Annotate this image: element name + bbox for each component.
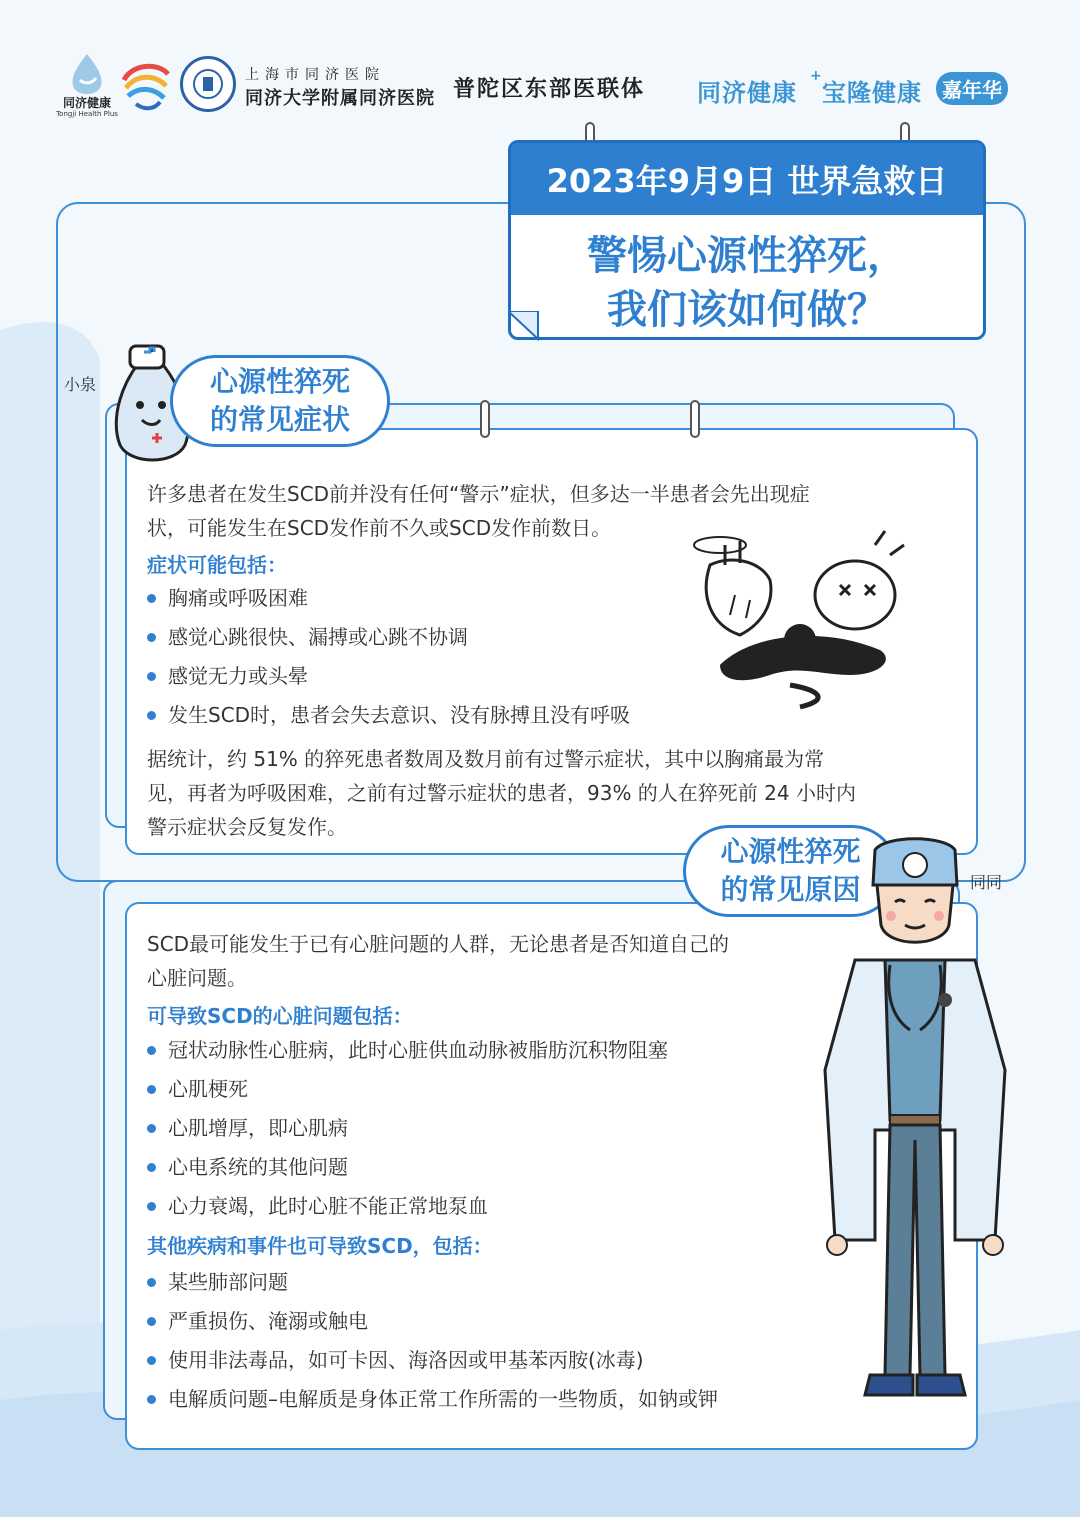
section2-subhead1: 可导致SCD的心脏问题包括： [147,1004,413,1028]
doctor-tongtong-illustration [815,830,1015,1420]
list-item-text: 电解质问题–电解质是身体正常工作所需的一些物质，如钠或钾 [168,1387,718,1411]
list-item-text: 冠状动脉性心脏病，此时心脏供血动脉被脂肪沉积物阻塞 [168,1038,668,1062]
binder-ring [690,400,700,438]
water-drop-icon [52,50,122,100]
title-card [508,140,986,340]
section1-heading-line1: 心源性猝死 [209,365,350,398]
list-item-text: 感觉心跳很快、漏搏或心跳不协调 [168,625,468,649]
section1-stats-line1: 据统计，约 51% 的猝死患者数周及数月前有过警示症状，其中以胸痛最为常 [147,747,825,771]
bullet-dot-icon [147,594,156,603]
section2-intro-line2: 心脏问题。 [147,966,247,990]
section1-intro-line1: 许多患者在发生SCD前并没有任何“警示”症状，但多达一半患者会先出现症 [147,482,810,506]
section1-stats-line2: 见，再者为呼吸困难，之前有过警示症状的患者，93% 的人在猝死前 24 小时内 [147,781,856,805]
list-item [147,1075,248,1103]
bullet-dot-icon [147,1163,156,1172]
putuo-swirl-logo [118,58,178,114]
plus-icon: + [810,68,822,84]
list-item-text: 心肌增厚，即心肌病 [168,1116,348,1140]
section2-heading-line2: 的常见原因 [720,873,861,906]
logo1-name: 同济健康 [62,96,111,110]
list-item [147,1153,348,1181]
brand-tongji-health: 同济健康 [697,79,797,107]
header [0,0,1080,135]
list-item-text: 发生SCD时，患者会失去意识、没有脉搏且没有呼吸 [168,703,631,727]
section1-intro-line2: 状，可能发生在SCD发作前不久或SCD发作前数日。 [147,516,612,540]
list-item [147,1192,488,1220]
list-item [147,1385,718,1413]
section1-bubble [170,355,390,447]
list-item-text: 心电系统的其他问题 [168,1155,348,1179]
bullet-dot-icon [147,1202,156,1211]
list-item-text: 心肌梗死 [168,1077,248,1101]
tongji-health-logo [52,50,122,120]
section2-heading-line1: 心源性猝死 [720,835,861,868]
binder-ring [480,400,490,438]
section1-heading-line2: 的常见症状 [209,403,350,436]
bullet-dot-icon [147,1124,156,1133]
page-fold-icon [508,311,542,341]
bullet-dot-icon [147,1356,156,1365]
list-item [147,1346,644,1374]
list-item-text: 严重损伤、淹溺或触电 [168,1309,368,1333]
hospital-line2: 同济大学附属同济医院 [245,88,435,109]
list-item [147,1307,368,1335]
bullet-dot-icon [147,1395,156,1404]
list-item-text: 感觉无力或头晕 [168,664,308,688]
section1-subhead: 症状可能包括： [147,553,287,577]
page-title-line2: 我们该如何做？ [607,287,887,333]
list-item [147,1114,348,1142]
list-item-text: 使用非法毒品，如可卡因、海洛因或甲基苯丙胺(冰毒) [168,1348,644,1372]
character-name-tongtong: 同同 [970,873,1003,892]
collapsed-patient-illustration [680,525,930,710]
list-item [147,1036,668,1064]
section1-stats-line3: 警示症状会反复发作。 [147,815,347,839]
section2-subhead2: 其他疾病和事件也可导致SCD，包括： [147,1234,493,1258]
list-item [147,701,630,729]
bullet-dot-icon [147,633,156,642]
brand-carnival-tag: 嘉年华 [936,72,1008,105]
bullet-dot-icon [147,1278,156,1287]
logo1-subtitle: Tongji Health Plus [56,110,118,118]
bullet-dot-icon [147,1046,156,1055]
hospital-line1: 上海市同济医院 [245,67,385,83]
title-date-band: 2023年9月9日 世界急救日 [511,143,983,215]
hospital-seal-icon [180,56,236,112]
character-name-xiaoquan: 小泉 [64,375,97,394]
section2-intro-line1: SCD最可能发生于已有心脏问题的人群，无论患者是否知道自己的 [147,932,730,956]
bullet-dot-icon [147,711,156,720]
list-item [147,1268,288,1296]
bullet-dot-icon [147,672,156,681]
list-item [147,662,308,690]
list-item [147,623,468,651]
list-item-text: 某些肺部问题 [168,1270,288,1294]
bullet-dot-icon [147,1317,156,1326]
bullet-dot-icon [147,1085,156,1094]
list-item [147,584,308,612]
brand-baolong-health: 宝隆健康 [822,79,922,107]
alliance-name: 普陀区东部医联体 [453,76,646,102]
list-item-text: 胸痛或呼吸困难 [168,586,308,610]
list-item-text: 心力衰竭，此时心脏不能正常地泵血 [168,1194,488,1218]
page-title-line1: 警惕心源性猝死， [587,233,907,279]
